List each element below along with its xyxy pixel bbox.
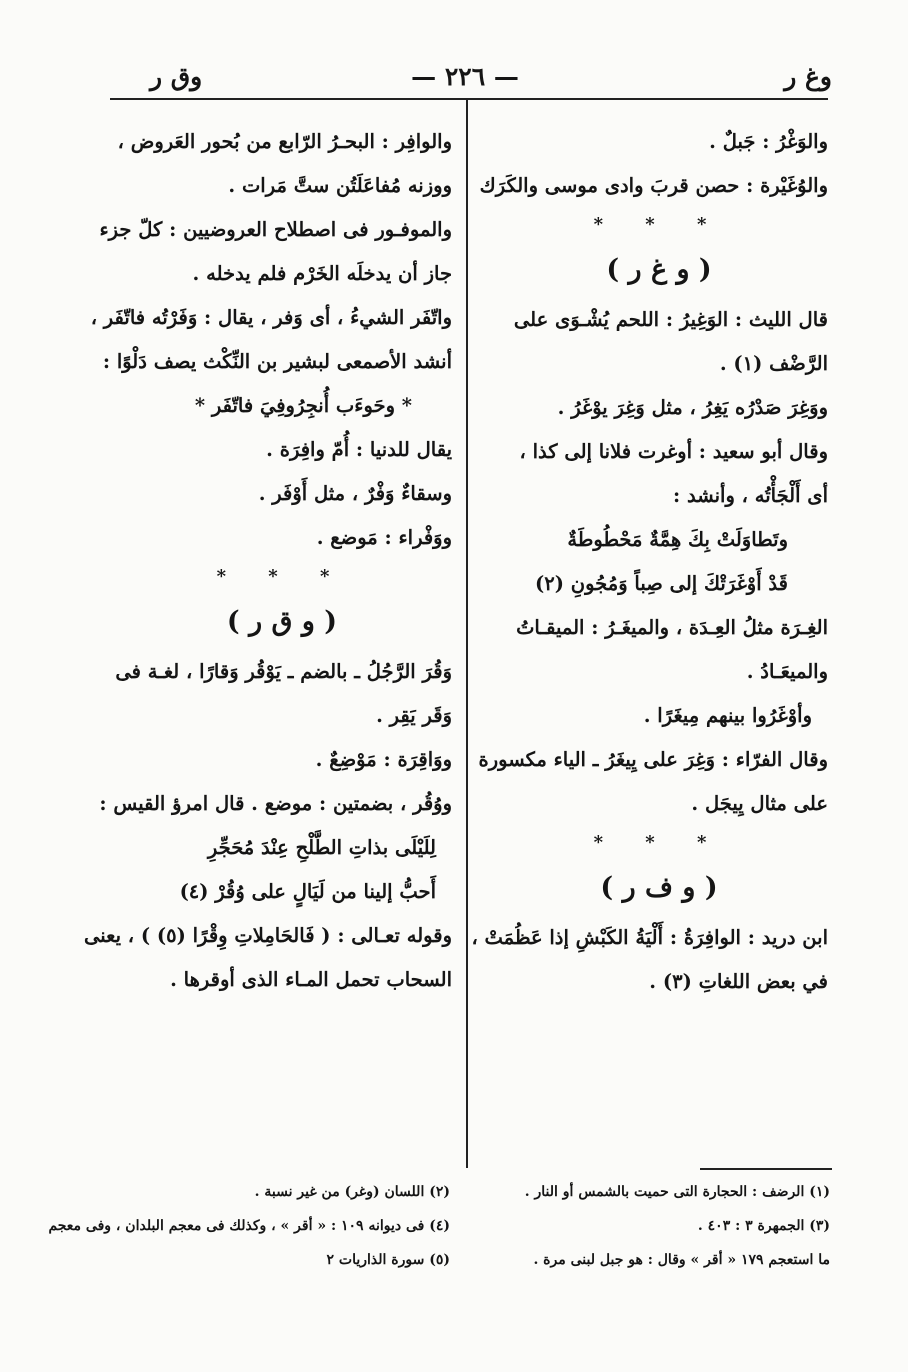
- entry-heading-wqr: ( و ق ر ): [226, 606, 338, 637]
- verse-line: * وحَوءَب أُنجِرُوفِيَ فاتّفَر *: [194, 394, 412, 417]
- text-line: ووزنه مُفاعَلَتُن ستَّ مَرات .: [228, 174, 452, 197]
- text-line: وأوْغَرُوا بينهم مِيغَرًا .: [643, 704, 812, 727]
- footnote-4: (٤) فى ديوانه ١٠٩ : « أقر » ، وكذلك فى معجم البلدان ، وفى معجم: [48, 1218, 450, 1234]
- entry-heading-wgr: ( و غ ر ): [606, 254, 712, 285]
- text-line: والوافِر : البحـرُ الرّابع من بُحور العَروض ،: [117, 130, 452, 153]
- entry-heading-wfr: ( و ف ر ): [600, 872, 718, 903]
- right-column: [471, 120, 828, 1004]
- text-line: والوُغَيْرة : حصن قربَ وادى موسى والكَرَك: [479, 174, 828, 197]
- text-line: والموفـور فى اصطلاح العروضيين : كلّ جزء: [99, 218, 452, 241]
- text-line: السحاب تحمل المـاء الذى أوقرها .: [170, 968, 452, 991]
- footnote-2: (٢) اللسان (وغر) من غير نسبة .: [254, 1184, 450, 1200]
- running-head-right: وغ ر: [784, 62, 832, 91]
- page-number: — ٢٢٦ —: [411, 62, 519, 91]
- column-divider: [466, 100, 468, 1168]
- text-line: وَقَر يَقِر .: [376, 704, 452, 727]
- text-line: أنشد الأصمعى لبشير بن النِّكْث يصف دَلْوًا :: [102, 350, 452, 373]
- text-line: وقوله تعـالى : ( فَالحَامِلاتِ وِقْرًا (٥) ) ، يعنى: [84, 924, 452, 947]
- section-separator: * * *: [593, 214, 725, 235]
- text-line: أى أَلْجَأْتُه ، وأنشد :: [673, 484, 828, 507]
- text-line: ووَغِرَ صَدْرُه يَغِرُ ، مثل وَغِرَ يوْغَرُ .: [557, 396, 828, 419]
- running-head-left: وق ر: [150, 62, 203, 91]
- section-separator: * * *: [216, 566, 348, 587]
- text-line: ووَاقِرَة : مَوْضِعٌ .: [315, 748, 452, 771]
- footnote-5: (٥) سورة الذاريات ٢: [326, 1252, 450, 1268]
- text-line: الرَّضْف (١) .: [719, 352, 828, 375]
- text-line: والوَغْرُ : جَبلٌ .: [709, 130, 828, 153]
- left-column: [84, 120, 452, 1002]
- footnote-4-continued: ما استعجم ١٧٩ « أقر » وقال : هو جبل لبنى مرة .: [533, 1252, 830, 1268]
- verse-line: وتَطاوَلَتْ بِكَ هِمَّةٌ مَحْطُوطَةٌ: [567, 528, 788, 551]
- text-line: ووَفْراء : مَوضع .: [316, 526, 452, 549]
- footnote-3: (٣) الجمهرة ٣ : ٤٠٣ .: [697, 1218, 830, 1234]
- text-line: واتّفَر الشيءُ ، أى وَفر ، يقال : وَفَرْتُه فاتّفَر ،: [90, 306, 452, 329]
- text-line: والميعَـادُ .: [746, 660, 828, 683]
- text-line: ابن دريد : الوافِرَةُ : أَلْيَةُ الكَبْشِ إذا عَظُمَتْ ،: [471, 926, 828, 949]
- text-line: ووُقُر ، بضمتين : موضع . قال امرؤ القيس :: [99, 792, 452, 815]
- footnote-1: (١) الرضف : الحجارة التى حميت بالشمس أو النار .: [524, 1184, 830, 1200]
- section-separator: * * *: [593, 832, 725, 853]
- text-line: يقال للدنيا : أُمّ وافِرَة .: [266, 438, 452, 461]
- text-line: وقال أبو سعيد : أوغرت فلانا إلى كذا ،: [519, 440, 828, 463]
- verse-line: قَدْ أَوْغَرَتْكَ إلى صِباً وَمُجُونِ (٢): [535, 572, 788, 595]
- text-line: على مثال يِيجَل .: [691, 792, 828, 815]
- text-line: قال الليث : الوَغِيرُ : اللحم يُشْـوَى على: [513, 308, 828, 331]
- text-line: وسقاءٌ وَفْرٌ ، مثل أَوْفَر .: [258, 482, 452, 505]
- header-rule: [110, 98, 828, 100]
- verse-line: أَحبُّ إلينا من لَيَالٍ على وُقُرْ (٤): [179, 880, 436, 903]
- footnote-rule: [700, 1168, 832, 1170]
- text-line: جاز أن يدخلَه الخَرْم فلم يدخله .: [192, 262, 452, 285]
- text-line: وَقُرَ الرَّجُلُ ـ بالضم ـ يَوْقُر وَقارًا ، لغـة فى: [115, 660, 452, 683]
- verse-line: لِلَيْلَى بذاتِ الطَّلْحِ عِنْدَ مُحَجِّرِ: [207, 836, 436, 859]
- text-line: في بعض اللغاتِ (٣) .: [649, 970, 828, 993]
- text-line: وقال الفرّاء : وَغِرَ على يِيغَرُ ـ الياء مكسورة: [478, 748, 828, 771]
- text-line: الغِـرَة مثلُ العِـدَة ، والميغَـرُ : الميقـاتُ: [516, 616, 828, 639]
